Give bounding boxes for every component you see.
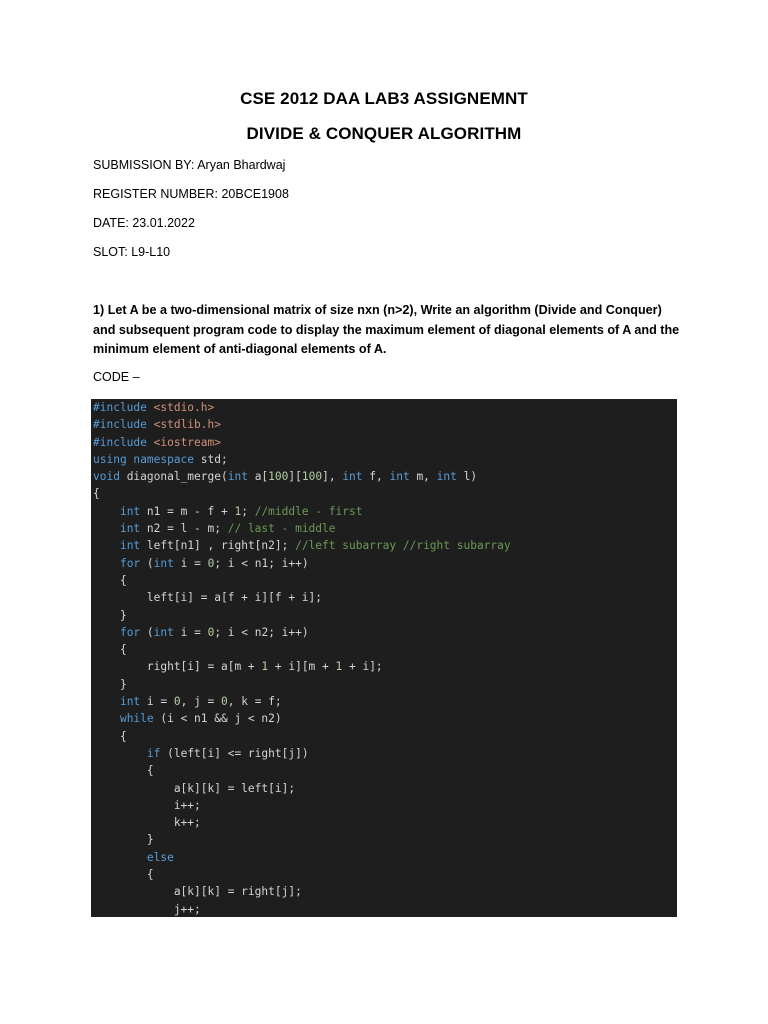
code-token: 1 <box>261 660 269 674</box>
code-token <box>93 557 120 570</box>
code-token: int <box>119 695 141 709</box>
code-token: ], <box>322 470 343 484</box>
code-label: CODE – <box>93 370 140 384</box>
code-line <box>93 814 511 831</box>
code-token: } <box>93 833 154 847</box>
code-token: a[k][k] = right[j]; <box>93 885 302 899</box>
code-token: i = <box>173 556 208 570</box>
code-token <box>93 626 120 639</box>
code-token: a[ <box>247 470 269 484</box>
code-lines <box>93 399 511 917</box>
question-text: 1) Let A be a two-dimensional matrix of size nxn (n>2), Write an algorithm (Divide and Conquer) and subsequent program code to display the maximum element of diagonal elements of A and the minimum element of anti-diagonal elements of A. <box>93 303 680 357</box>
code-line <box>93 537 511 554</box>
code-token: { <box>93 729 127 743</box>
code-line <box>93 572 511 589</box>
code-token: int <box>436 470 457 484</box>
code-line <box>93 849 511 866</box>
code-token: else <box>146 850 174 864</box>
code-token: <stdlib.h> <box>153 418 221 432</box>
code-token: (left[i] <= right[j]) <box>160 746 309 760</box>
code-line <box>93 399 511 416</box>
code-line <box>93 866 511 883</box>
date: DATE: 23.01.2022 <box>93 216 195 230</box>
code-block <box>91 399 677 917</box>
code-token: , k = f; <box>227 695 282 709</box>
code-token <box>93 522 120 535</box>
code-token: 0 <box>173 695 181 709</box>
code-token: diagonal_merge( <box>119 470 228 484</box>
code-token: { <box>93 573 127 587</box>
code-token: n2 = l - m; <box>140 522 228 536</box>
code-token: 0 <box>207 625 215 639</box>
code-line <box>93 780 511 797</box>
code-token: l) <box>456 470 478 484</box>
code-token: , j = <box>180 695 222 709</box>
code-token: m, <box>409 470 437 484</box>
code-line <box>93 468 511 485</box>
code-token: ; i < n1; i++) <box>214 556 309 570</box>
code-token: ( <box>140 625 154 639</box>
code-token: ][ <box>288 470 302 484</box>
document-title: CSE 2012 DAA LAB3 ASSIGNEMNT <box>240 89 528 108</box>
register-number: REGISTER NUMBER: 20BCE1908 <box>93 187 289 201</box>
code-token: 1 <box>234 504 242 518</box>
code-token: ( <box>140 556 154 570</box>
code-token: { <box>93 868 154 882</box>
code-line <box>93 434 511 451</box>
code-token: for <box>119 625 141 639</box>
code-line <box>93 883 511 900</box>
code-line <box>93 503 511 520</box>
code-line <box>93 485 511 502</box>
code-token: right[i] = a[m + <box>93 660 262 674</box>
code-token: left[n1] , right[n2]; <box>140 539 296 553</box>
code-token: int <box>153 625 174 639</box>
code-token: <iostream> <box>153 435 221 449</box>
code-line <box>93 658 511 675</box>
code-line <box>93 745 511 762</box>
code-token: while <box>119 712 154 726</box>
code-token: void <box>93 470 120 484</box>
code-line <box>93 762 511 779</box>
code-token: int <box>119 539 141 553</box>
code-token: for <box>119 556 141 570</box>
code-line <box>93 520 511 537</box>
code-token: ; i < n2; i++) <box>214 625 309 639</box>
code-token: int <box>342 470 363 484</box>
code-token: int <box>227 470 248 484</box>
code-line <box>93 831 511 848</box>
code-line <box>93 676 511 693</box>
code-token: n1 = m - f + <box>140 504 235 518</box>
code-token <box>93 539 120 552</box>
code-line <box>93 710 511 727</box>
code-token: i++; <box>93 798 201 812</box>
slot: SLOT: L9-L10 <box>93 245 171 259</box>
submission-by: SUBMISSION BY: Aryan Bhardwaj <box>93 158 286 172</box>
code-line <box>93 728 511 745</box>
code-token: a[k][k] = left[i]; <box>93 781 296 795</box>
code-token: //left subarray //right subarray <box>295 539 511 553</box>
code-token: + i]; <box>342 660 383 674</box>
code-token: using namespace <box>93 452 195 466</box>
code-line <box>93 555 511 572</box>
code-token: int <box>119 522 141 536</box>
code-token: #include <box>93 435 154 449</box>
code-token <box>93 695 120 708</box>
code-token: { <box>93 643 127 657</box>
code-token: 0 <box>207 556 215 570</box>
code-line <box>93 416 511 433</box>
code-line <box>93 797 511 814</box>
code-token <box>93 851 147 864</box>
document-subtitle: DIVIDE & CONQUER ALGORITHM <box>246 124 522 143</box>
code-token: int <box>119 504 141 518</box>
code-token: 1 <box>335 660 343 674</box>
code-token: j++; <box>93 902 201 916</box>
code-token: (i < n1 && j < n2) <box>153 712 282 726</box>
code-token: 100 <box>268 470 289 484</box>
code-line <box>93 693 511 710</box>
code-token: } <box>93 677 127 691</box>
code-token: // last - middle <box>227 522 336 536</box>
code-token: left[i] = a[f + i][f + i]; <box>93 591 323 605</box>
code-token: ; <box>241 504 255 518</box>
code-token: int <box>389 470 410 484</box>
code-token <box>93 747 147 760</box>
code-token: <stdio.h> <box>153 401 215 414</box>
code-token: #include <box>93 401 154 414</box>
code-token: //middle - first <box>254 504 363 518</box>
code-line <box>93 901 511 917</box>
code-token <box>93 712 120 725</box>
code-token: 0 <box>221 695 228 709</box>
code-token: { <box>93 487 100 501</box>
code-token: std; <box>194 452 228 466</box>
code-token: } <box>93 608 127 622</box>
code-line <box>93 641 511 658</box>
code-token: i = <box>173 625 208 639</box>
code-token: if <box>146 746 161 760</box>
code-token: i = <box>140 695 174 709</box>
code-token: int <box>153 556 174 570</box>
code-token: { <box>93 764 154 778</box>
code-token <box>93 505 120 518</box>
code-line <box>93 451 511 468</box>
code-token: #include <box>93 418 154 432</box>
code-line <box>93 624 511 641</box>
code-line <box>93 589 511 606</box>
code-token: f, <box>362 470 390 484</box>
code-token: + i][m + <box>268 660 336 674</box>
code-token: k++; <box>93 816 201 830</box>
code-token: 100 <box>301 470 323 484</box>
code-line <box>93 607 511 624</box>
